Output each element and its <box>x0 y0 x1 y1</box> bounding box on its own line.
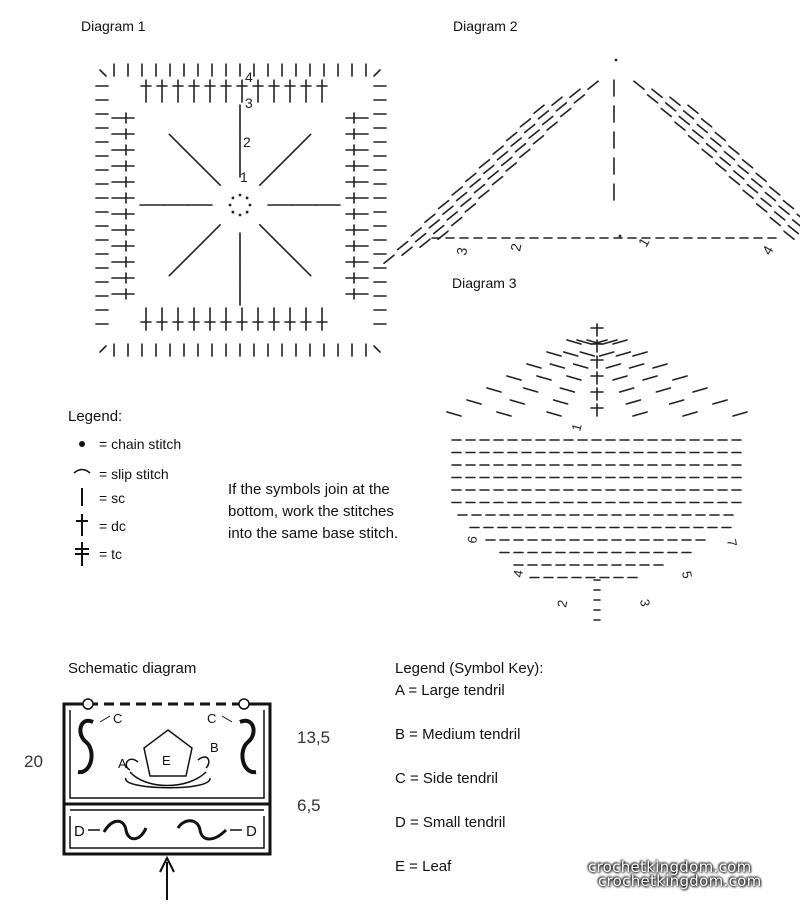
symbol-key-title: Legend (Symbol Key): <box>395 660 544 677</box>
slip-arc-icon <box>74 470 90 474</box>
tc-stitch-mark <box>203 225 220 242</box>
stitch-mark <box>398 242 408 250</box>
stitch-mark <box>475 185 485 193</box>
left-loop-icon <box>83 699 93 709</box>
stitch-mark <box>497 152 507 160</box>
legend-note-line-2: bottom, work the stitches <box>228 503 394 520</box>
leaf-stitch-mark <box>580 352 594 356</box>
stitch-mark <box>756 173 766 181</box>
tc-stitch-mark <box>277 242 294 259</box>
stitch-mark <box>670 97 680 105</box>
stitch-mark <box>770 187 780 195</box>
schematic-label-d-right: D <box>246 823 257 840</box>
leaf-stitch-mark <box>713 400 727 404</box>
leaf-stitch-mark <box>613 376 627 380</box>
stitch-mark <box>465 204 475 212</box>
leaf-stitch-mark <box>564 352 578 356</box>
stitch-mark <box>725 152 735 160</box>
leaf-stitch-mark <box>574 364 588 368</box>
leaf-stitch-mark <box>497 412 511 416</box>
stitch-mark <box>520 119 530 127</box>
stitch-mark <box>666 103 676 111</box>
stitch-mark <box>675 122 685 130</box>
leaf-stitch-mark <box>633 412 647 416</box>
symbol-key-d: D = Small tendril <box>395 814 506 831</box>
stitch-mark <box>570 89 580 97</box>
stitch-mark <box>493 146 503 154</box>
legend-note <box>228 479 398 545</box>
stitch-mark <box>552 97 562 105</box>
leaf-stitch-mark <box>606 364 620 368</box>
stitch-mark <box>634 81 644 89</box>
stitch-mark <box>588 81 598 89</box>
stitch-mark <box>679 116 689 124</box>
corner-mark <box>374 346 380 352</box>
d3-round-6: 6 <box>464 534 481 545</box>
dim-lower: 6,5 <box>297 796 321 815</box>
d1-round-3: 3 <box>245 95 253 111</box>
schematic-label-d-left: D <box>74 823 85 840</box>
chain-stitch-mark <box>619 235 622 238</box>
stitch-mark <box>529 130 539 138</box>
d2-round-3: 3 <box>453 246 471 257</box>
stitch-mark <box>443 206 453 214</box>
stitch-mark <box>715 132 725 140</box>
stitch-mark <box>420 239 430 247</box>
stitch-mark <box>707 144 717 152</box>
d3-round-1: 1 <box>568 421 585 433</box>
stitch-mark <box>734 171 744 179</box>
chain-stitch-mark <box>249 204 252 207</box>
schematic-label-b: B <box>210 740 219 755</box>
diagram3-title: Diagram 3 <box>452 275 517 291</box>
chain-stitch-mark <box>615 59 618 62</box>
leaf-stitch-mark <box>653 364 667 368</box>
legend-chain: = chain stitch <box>99 436 182 452</box>
right-loop-icon <box>239 699 249 709</box>
stitch-mark <box>416 234 426 242</box>
tc-stitch-mark <box>169 134 186 151</box>
chain-dot-icon <box>79 441 85 447</box>
stitch-mark <box>702 149 712 157</box>
legend-dc: = dc <box>99 518 126 534</box>
stitch-mark <box>743 160 753 168</box>
legend-slip: = slip stitch <box>99 466 169 482</box>
chain-stitch-mark <box>239 194 242 197</box>
stitch-mark <box>561 108 571 116</box>
stitch-mark <box>757 204 767 212</box>
chain-stitch-mark <box>246 211 249 214</box>
d3-round-2: 2 <box>554 598 571 609</box>
stitch-mark <box>447 212 457 220</box>
stitch-mark <box>688 105 698 113</box>
tc-stitch-mark <box>294 259 311 276</box>
stitch-mark <box>461 198 471 206</box>
chain-stitch-mark <box>246 197 249 200</box>
stitch-mark <box>470 179 480 187</box>
leaf-stitch-mark <box>537 376 551 380</box>
stitch-mark <box>534 105 544 113</box>
leaf-stitch-mark <box>626 400 640 404</box>
d1-round-1: 1 <box>240 169 248 185</box>
d3-round-3: 3 <box>637 597 654 608</box>
leaf-stitch-mark <box>567 376 581 380</box>
leaf-stitch-mark <box>683 412 697 416</box>
stitch-mark <box>743 190 753 198</box>
watermark-line-1: crochetkingdom.com <box>588 858 752 876</box>
stitch-mark <box>661 108 671 116</box>
leaf-shape <box>144 730 192 776</box>
stitch-mark <box>788 226 798 234</box>
legend-note-line-3: into the same base stitch. <box>228 525 399 542</box>
leaf-stitch-mark <box>693 388 707 392</box>
stitch-mark <box>720 157 730 165</box>
legend-title: Legend: <box>68 408 123 425</box>
leaf-stitch-mark <box>547 412 561 416</box>
stitch-mark <box>729 177 739 185</box>
stitch-mark <box>402 247 412 255</box>
stitch-mark <box>538 111 548 119</box>
stitch-mark <box>543 116 553 124</box>
stitch-mark <box>779 206 789 214</box>
stitch-mark <box>747 185 757 193</box>
stitch-mark <box>761 198 771 206</box>
stitch-mark <box>452 218 462 226</box>
tc-stitch-mark <box>294 134 311 151</box>
stitch-mark <box>484 165 494 173</box>
stitch-mark <box>752 179 762 187</box>
side-tendril-right <box>240 721 256 772</box>
chain-stitch-mark <box>232 197 235 200</box>
stitch-mark <box>689 136 699 144</box>
stitch-mark <box>738 165 748 173</box>
symbol-key-e: E = Leaf <box>395 858 452 875</box>
schematic-label-e: E <box>162 753 171 768</box>
legend-tc: = tc <box>99 546 122 562</box>
stitch-mark <box>697 124 707 132</box>
stitch-mark <box>479 190 489 198</box>
d3-round-5: 5 <box>679 569 696 580</box>
stitch-mark <box>511 138 521 146</box>
d2-round-2: 2 <box>507 242 525 253</box>
tc-stitch-mark <box>260 168 277 185</box>
stitch-mark <box>434 226 444 234</box>
leaf-stitch-mark <box>547 352 561 356</box>
stitch-mark <box>652 89 662 97</box>
symbol-key-c: C = Side tendril <box>395 770 498 787</box>
stitch-mark <box>784 231 794 239</box>
leaf-stitch-mark <box>616 352 630 356</box>
leaf-stitch-mark <box>620 388 634 392</box>
corner-mark <box>100 346 106 352</box>
dc-cross-icon <box>76 514 88 536</box>
tc-stitch-mark <box>169 259 186 276</box>
leaf-stitch-mark <box>603 340 617 344</box>
stitch-mark <box>493 177 503 185</box>
leaf-stitch-mark <box>630 364 644 368</box>
leaf-stitch-mark <box>733 412 747 416</box>
leaf-stitch-mark <box>507 376 521 380</box>
dim-upper: 13,5 <box>297 728 331 747</box>
d3-round-4: 4 <box>510 568 527 579</box>
stitch-mark <box>425 214 435 222</box>
leaf-stitch-mark <box>524 388 538 392</box>
chain-stitch-mark <box>239 214 242 217</box>
legend-sc: = sc <box>99 490 126 506</box>
diagram2-title: Diagram 2 <box>453 18 518 34</box>
stitch-mark <box>547 122 557 130</box>
leaf-stitch-mark <box>467 400 481 404</box>
stitch-mark <box>452 187 462 195</box>
leaf-stitch-mark <box>550 364 564 368</box>
leaf-stitch-mark <box>560 388 574 392</box>
tc-stitch-mark <box>203 168 220 185</box>
stitch-mark <box>711 138 721 146</box>
stitch-mark <box>533 136 543 144</box>
stitch-mark <box>515 144 525 152</box>
stitch-mark <box>793 220 800 228</box>
stitch-mark <box>429 220 439 228</box>
stitch-mark <box>702 119 712 127</box>
leaf-stitch-mark <box>633 352 647 356</box>
corner-mark <box>100 70 106 76</box>
schematic-label-c-left: C <box>113 711 123 726</box>
tc-stitch-mark <box>186 151 203 168</box>
d1-round-4: 4 <box>245 69 253 85</box>
schematic-label-c-right: C <box>207 711 217 726</box>
stitch-mark <box>520 149 530 157</box>
leaf-stitch-mark <box>447 412 461 416</box>
schematic-title: Schematic diagram <box>68 660 197 677</box>
stitch-mark <box>384 255 394 263</box>
stitch-mark <box>502 157 512 165</box>
stitch-mark <box>716 163 726 171</box>
leaf-stitch-mark <box>643 376 657 380</box>
legend-note-line-1: If the symbols join at the <box>228 481 390 498</box>
stitch-mark <box>684 111 694 119</box>
chain-stitch-mark <box>232 211 235 214</box>
diagram1-title: Diagram 1 <box>81 18 146 34</box>
leaf-stitch-mark <box>656 388 670 392</box>
leaf-stitch-mark <box>527 364 541 368</box>
d2-round-4: 4 <box>758 242 777 258</box>
stitch-mark <box>765 193 775 201</box>
symbol-key-b: B = Medium tendril <box>395 726 521 743</box>
d2-round-1: 1 <box>634 234 653 250</box>
leaf-stitch-mark <box>510 400 524 404</box>
symbol-key-a: A = Large tendril <box>395 682 505 699</box>
leaf-stitch-mark <box>567 340 581 344</box>
stitch-mark <box>556 103 566 111</box>
stitch-mark <box>775 212 785 220</box>
stitch-mark <box>466 173 476 181</box>
corner-mark <box>374 70 380 76</box>
chain-stitch-mark <box>229 204 232 207</box>
stitch-mark <box>411 228 421 236</box>
stitch-mark <box>438 231 448 239</box>
tc-double-cross-icon <box>75 542 89 566</box>
stitch-mark <box>507 132 517 140</box>
leaf-stitch-mark <box>487 388 501 392</box>
tc-stitch-mark <box>277 151 294 168</box>
side-tendril-left <box>78 721 93 772</box>
stitch-mark <box>729 146 739 154</box>
leaf-stitch-mark <box>577 340 591 344</box>
stitch-mark <box>457 193 467 201</box>
dim-total: 20 <box>24 752 43 771</box>
leaf-stitch-mark <box>600 352 614 356</box>
d3-round-7: 7 <box>724 537 741 548</box>
schematic-label-a: A <box>118 756 127 771</box>
stitch-mark <box>525 124 535 132</box>
tc-stitch-mark <box>260 225 277 242</box>
stitch-mark <box>488 171 498 179</box>
stitch-mark <box>770 218 780 226</box>
stitch-mark <box>506 163 516 171</box>
small-tendril-right <box>178 821 226 839</box>
leaf-stitch-mark <box>673 376 687 380</box>
stitch-mark <box>783 201 793 209</box>
leaf-stitch-mark <box>613 340 627 344</box>
stitch-mark <box>479 160 489 168</box>
d1-round-2: 2 <box>243 134 251 150</box>
leaf-stitch-mark <box>670 400 684 404</box>
watermark-line-2: crochetkingdom.com <box>598 872 762 890</box>
leaf-stitch-mark <box>554 400 568 404</box>
small-tendril-left <box>104 821 146 839</box>
tc-stitch-mark <box>186 242 203 259</box>
stitch-mark <box>648 95 658 103</box>
leaf-stitch-mark <box>587 340 601 344</box>
leaf-stitch-mark <box>593 340 607 344</box>
stitch-mark <box>693 130 703 138</box>
stitch-mark <box>574 95 584 103</box>
stitch-mark <box>439 201 449 209</box>
